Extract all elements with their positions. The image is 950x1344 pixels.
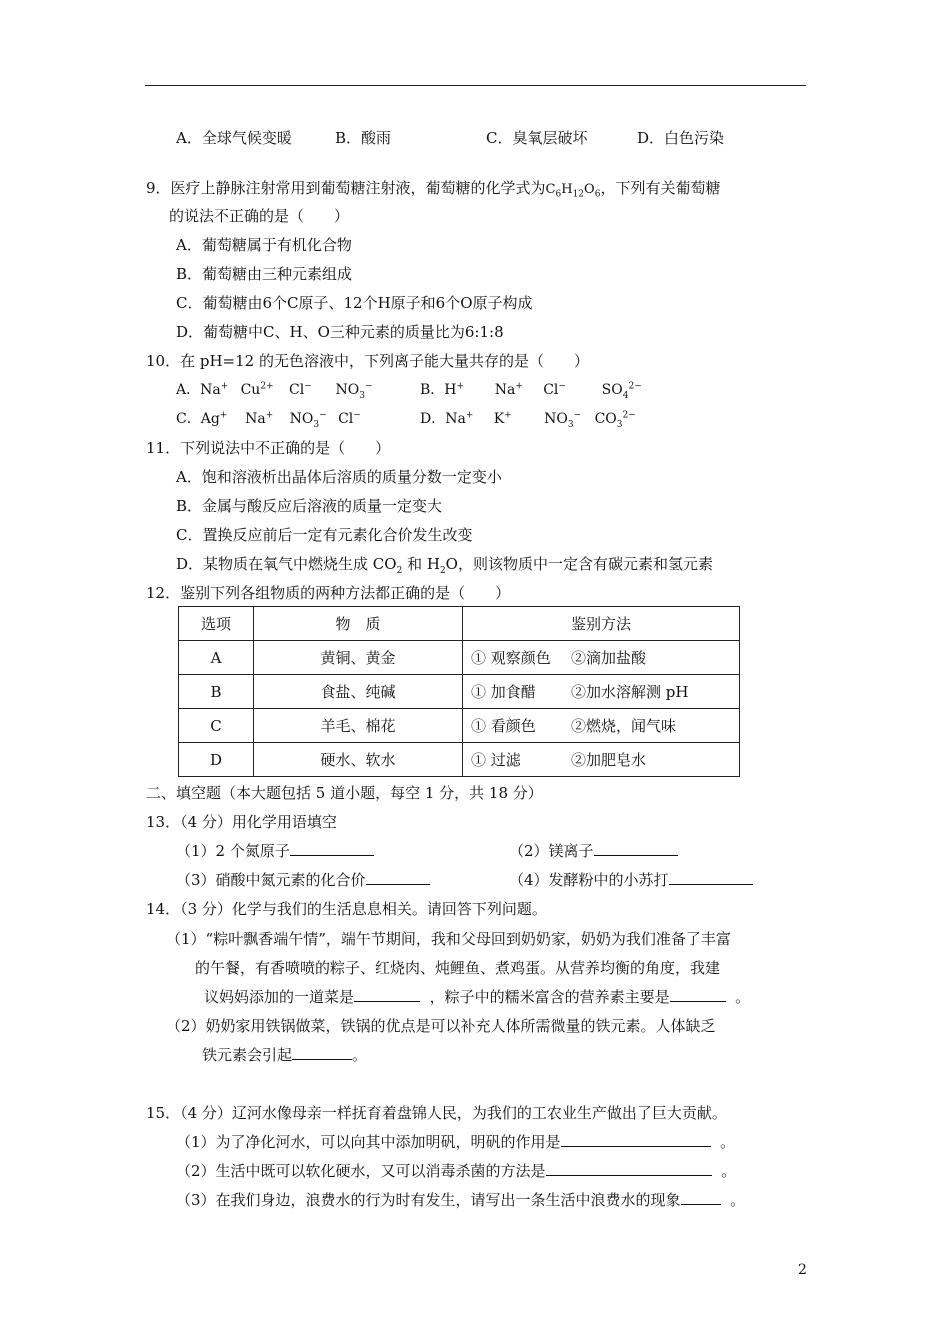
table-cell: ① 看颜色 ②燃烧，闻气味	[463, 709, 740, 743]
answer-blank[interactable]	[292, 1045, 352, 1060]
glucose-formula: $C_6H_{12}O_6$	[545, 182, 601, 200]
q9-stem-line2: 的说法不正确的是（ ）	[169, 207, 350, 225]
table-header: 选项	[179, 607, 254, 641]
table-cell: A	[179, 641, 254, 675]
q13-part1: （1）2 个氮原子	[176, 841, 374, 861]
answer-blank[interactable]	[561, 1132, 711, 1147]
q14-part1-line1: （1）“粽叶飘香端午情”，端午节期间，我和父母回到奶奶家，奶奶为我们准备了丰富	[166, 930, 731, 948]
answer-blank[interactable]	[290, 841, 374, 856]
q13-part4: （4）发酵粉中的小苏打	[509, 870, 753, 890]
q14-part2-line1: （2）奶奶家用铁锅做菜，铁锅的优点是可以补充人体所需微量的铁元素。人体缺乏	[166, 1017, 716, 1035]
q11-option-b: B．金属与酸反应后溶液的质量一定变大	[176, 497, 443, 515]
table-cell: ① 观察颜色 ②滴加盐酸	[463, 641, 740, 675]
table-row	[179, 641, 740, 675]
answer-blank[interactable]	[594, 841, 678, 856]
page-number: 2	[798, 1262, 807, 1278]
answer-blank[interactable]	[681, 1190, 721, 1205]
q14-part1-line2: 的午餐，有香喷喷的粽子、红烧肉、炖鲤鱼、煮鸡蛋。从营养均衡的角度，我建	[195, 959, 721, 977]
q8-option-c: C．臭氧层破坏	[486, 129, 588, 147]
q10-option-d: D．Na+ K+ $NO_3^-$ $CO_3^{2-}$	[420, 410, 636, 430]
q8-option-b: B．酸雨	[335, 129, 392, 147]
q13-part3: （3）硝酸中氮元素的化合价	[176, 870, 430, 890]
q11-stem: 11．下列说法中不正确的是（ ）	[146, 439, 391, 457]
q10-stem: 10．在 pH=12 的无色溶液中，下列离子能大量共存的是（ ）	[146, 352, 589, 370]
table-cell: D	[179, 743, 254, 777]
q14-part2-line2: 铁元素会引起 。	[202, 1046, 368, 1064]
q10-option-b: B．H+ Na+ Cl− $SO_4^{2-}$	[420, 381, 642, 401]
table-cell: ① 加食醋 ②加水溶解测 pH	[463, 675, 740, 709]
table-cell: ① 过滤 ②加肥皂水	[463, 743, 740, 777]
q9-option-c: C．葡萄糖由6个C原子、12个H原子和6个O原子构成	[176, 294, 533, 312]
q10-option-a: A．Na+ $Cu^{2+}$ Cl− $NO_3^-$	[176, 381, 373, 401]
answer-blank[interactable]	[546, 1161, 712, 1176]
q9-stem: 9．医疗上静脉注射常用到葡萄糖注射液，葡萄糖的化学式为$C_6H_{12}O_6$，下列有关葡萄糖	[146, 179, 721, 200]
q8-option-d: D．白色污染	[637, 129, 725, 147]
table-header-row	[179, 607, 740, 641]
q9-option-b: B．葡萄糖由三种元素组成	[176, 265, 353, 283]
q15-part1: （1）为了净化河水，可以向其中添加明矾，明矾的作用是 。	[176, 1133, 736, 1151]
q11-option-a: A．饱和溶液析出晶体后溶质的质量分数一定变小	[176, 468, 502, 486]
q11-option-d: D．某物质在氧气中燃烧生成 $CO_2$ 和 $H_2O$，则该物质中一定含有碳元素和氢元素	[176, 555, 713, 576]
q8-option-a: A．全球气候变暖	[176, 129, 292, 147]
q10-option-c: C．Ag+ Na+ $NO_3^-$ Cl−	[176, 410, 361, 430]
header-rule	[145, 85, 806, 86]
table-cell: 黄铜、黄金	[254, 641, 463, 675]
answer-blank[interactable]	[670, 987, 726, 1002]
table-cell: 硬水、软水	[254, 743, 463, 777]
q15-part3: （3）在我们身边，浪费水的行为时有发生，请写出一条生活中浪费水的现象 。	[176, 1191, 746, 1209]
q15-stem: 15．（4 分）辽河水像母亲一样抚育着盘锦人民，为我们的工农业生产做出了巨大贡献。	[146, 1104, 727, 1122]
q12-stem: 12．鉴别下列各组物质的两种方法都正确的是（ ）	[146, 584, 511, 602]
table-cell: 食盐、纯碱	[254, 675, 463, 709]
answer-blank[interactable]	[354, 987, 420, 1002]
table-header: 鉴别方法	[463, 607, 740, 641]
q14-part1-line3: 议妈妈添加的一道菜是 ，粽子中的糯米富含的营养素主要是 。	[204, 988, 751, 1006]
q14-stem: 14．（3 分）化学与我们的生活息息相关。请回答下列问题。	[146, 900, 547, 918]
q13-part2: （2）镁离子	[509, 841, 678, 861]
section-heading: 二、填空题（本大题包括 5 道小题，每空 1 分，共 18 分）	[146, 784, 543, 802]
table-cell: 羊毛、棉花	[254, 709, 463, 743]
table-row	[179, 675, 740, 709]
q11-option-c: C．置换反应前后一定有元素化合价发生改变	[176, 526, 473, 544]
table-row	[179, 709, 740, 743]
q9-option-d: D．葡萄糖中C、H、O三种元素的质量比为6:1:8	[176, 323, 504, 341]
answer-blank[interactable]	[669, 870, 753, 885]
table-cell: C	[179, 709, 254, 743]
q9-option-a: A．葡萄糖属于有机化合物	[176, 236, 352, 254]
q13-stem: 13．（4 分）用化学用语填空	[146, 813, 337, 831]
table-row	[179, 743, 740, 777]
table-header: 物 质	[254, 607, 463, 641]
table-cell: B	[179, 675, 254, 709]
q12-table	[178, 606, 740, 777]
answer-blank[interactable]	[366, 870, 430, 885]
q15-part2: （2）生活中既可以软化硬水，又可以消毒杀菌的方法是 。	[176, 1162, 737, 1180]
